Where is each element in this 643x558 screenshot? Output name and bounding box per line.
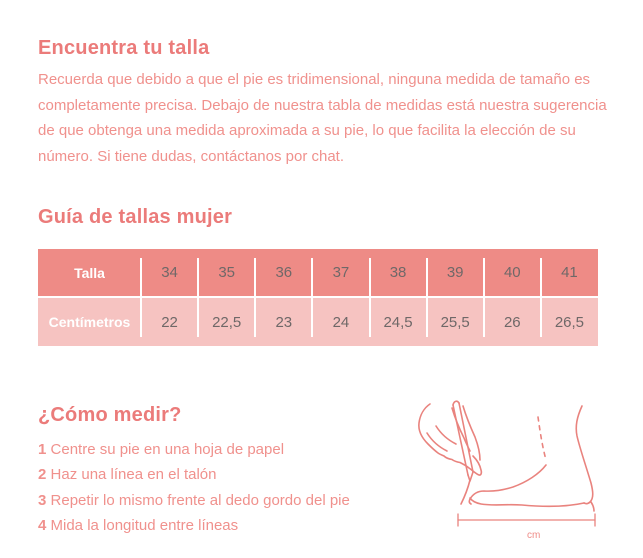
table-cell: 37 <box>312 249 369 296</box>
step-text: Repetir lo mismo frente al dedo gordo del pie <box>50 491 350 509</box>
size-table <box>38 249 598 346</box>
table-cell: 36 <box>255 249 312 296</box>
step-number: 4 <box>38 517 47 535</box>
table-cell: 34 <box>141 249 198 296</box>
step-number: 3 <box>38 491 47 509</box>
table-cell: 26,5 <box>541 298 598 346</box>
intro-text: Recuerda que debido a que el pie es tridimensional, ninguna medida de tamaño es completamente precisa. Debajo de nuestra tabla de medidas está nuestra sugerencia de que obtenga una medida aproximada a su pie, lo que facilita la elección de su número. Si tiene dudas, contáctanos por chat. <box>38 71 607 165</box>
step-text: Mida la longitud entre líneas <box>50 517 239 535</box>
step-number: 1 <box>38 441 47 458</box>
table-row-centimeters <box>38 298 598 346</box>
table-cell: 40 <box>484 249 541 296</box>
table-cell: 39 <box>427 249 484 296</box>
foot-measure-illustration <box>400 395 643 558</box>
measure-step <box>38 513 350 538</box>
foot-outline <box>461 406 594 511</box>
table-cell: 23 <box>255 298 312 346</box>
table-row-sizes <box>38 249 598 298</box>
table-cell: 38 <box>370 249 427 296</box>
step-number: 2 <box>38 466 47 484</box>
measure-steps <box>38 437 350 539</box>
table-cell: 41 <box>541 249 598 296</box>
how-to-measure-heading: ¿Cómo medir? <box>38 404 182 426</box>
page-title: Encuentra tu talla <box>38 37 210 59</box>
table-cell: 24,5 <box>370 298 427 346</box>
measurement-line <box>458 514 595 541</box>
table-cell: 26 <box>484 298 541 346</box>
table-label-cell: Talla <box>74 264 105 281</box>
table-cell: 22,5 <box>198 298 255 346</box>
table-label-cell: Centímetros <box>48 314 131 330</box>
cm-label: cm <box>527 530 541 541</box>
table-cell: 24 <box>312 298 369 346</box>
table-cell: 35 <box>198 249 255 296</box>
size-table-heading: Guía de tallas mujer <box>38 206 233 228</box>
table-cell: 25,5 <box>427 298 484 346</box>
table-cell: 22 <box>141 298 198 346</box>
measure-step <box>38 462 350 487</box>
measure-step <box>38 488 350 513</box>
step-text: Centre su pie en una hoja de papel <box>50 441 285 458</box>
measure-step <box>38 437 350 462</box>
step-text: Haz una línea en el talón <box>50 466 217 484</box>
